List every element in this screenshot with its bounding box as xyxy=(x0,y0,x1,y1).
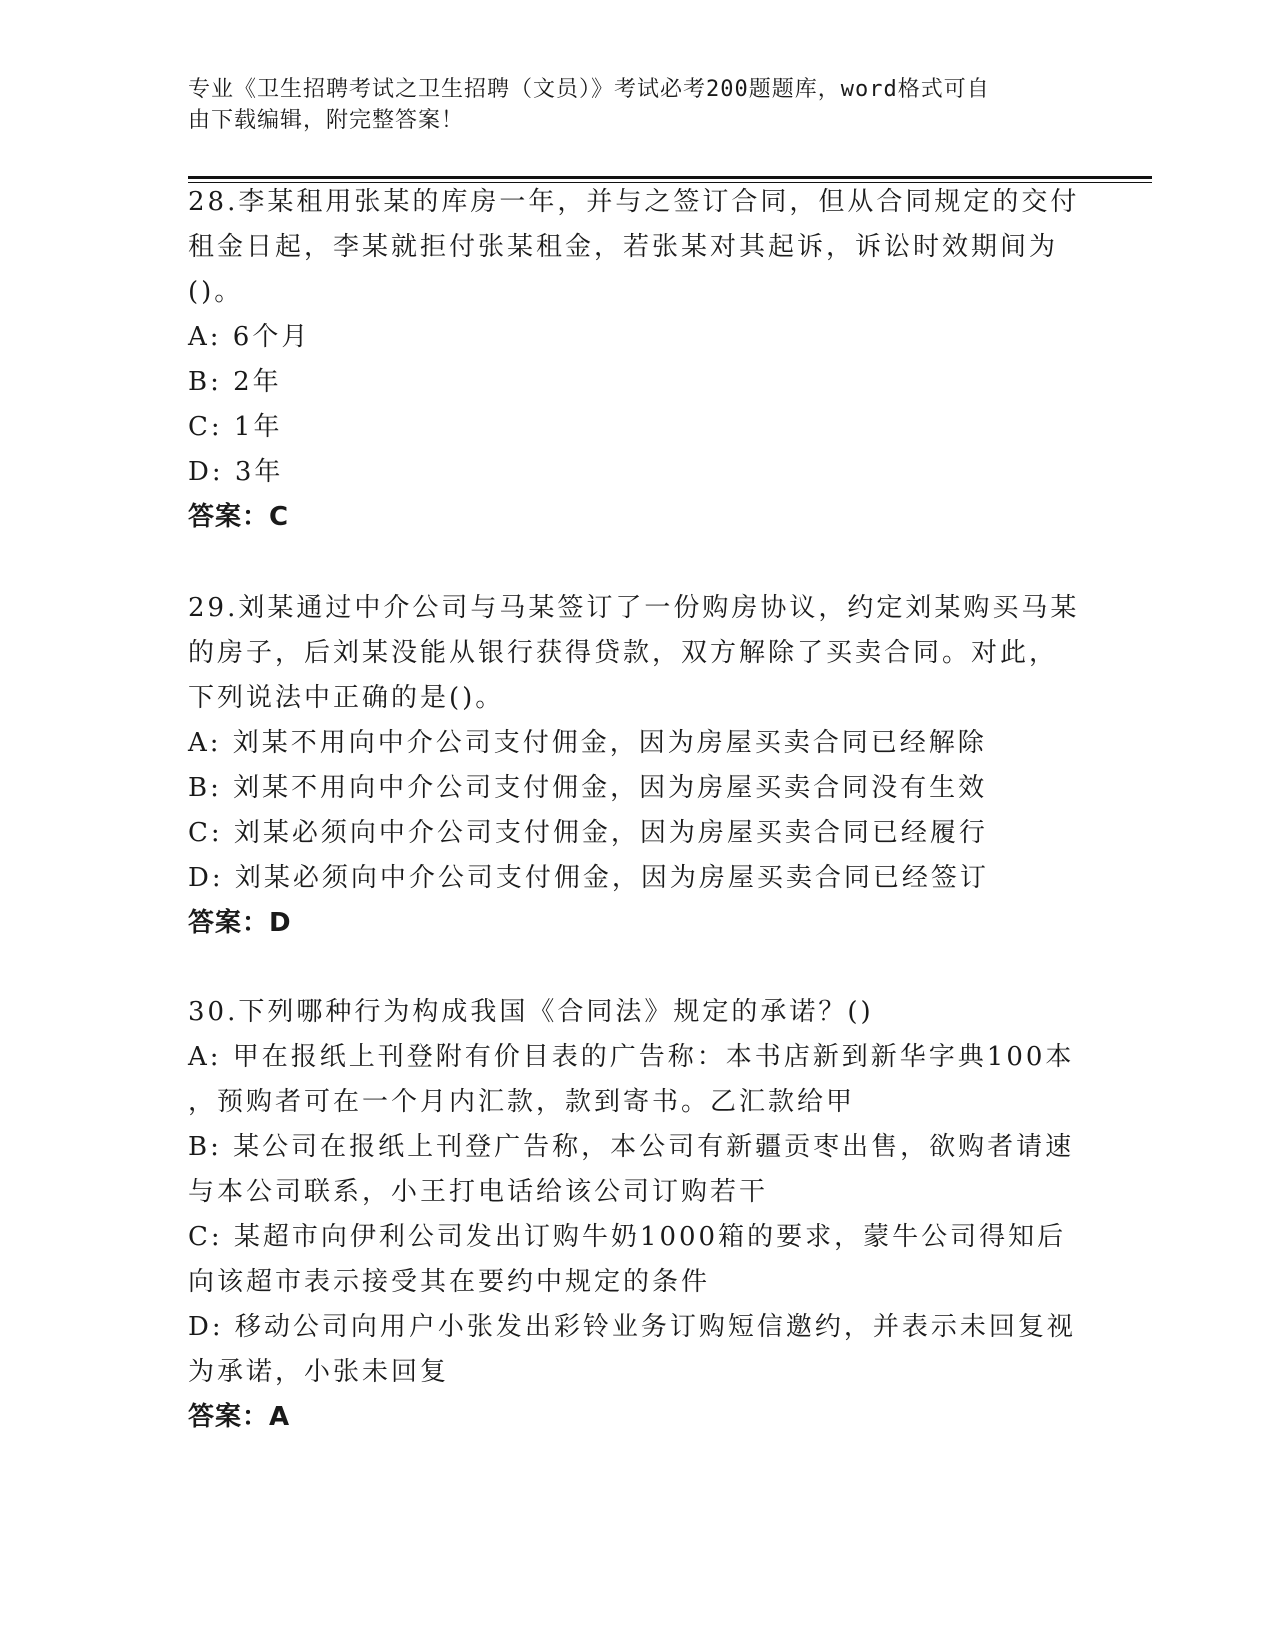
question-stem-line: 28.李某租用张某的库房一年，并与之签订合同，但从合同规定的交付 xyxy=(188,187,1080,217)
option-a: A: 刘某不用向中介公司支付佣金，因为房屋买卖合同已经解除 xyxy=(188,728,987,758)
question-stem-line: 29.刘某通过中介公司与马某签订了一份购房协议，约定刘某购买马某 xyxy=(188,593,1080,623)
question-stem-line: 30.下列哪种行为构成我国《合同法》规定的承诺？() xyxy=(188,997,874,1027)
option-d: D: 移动公司向用户小张发出彩铃业务订购短信邀约，并表示未回复视 xyxy=(188,1312,1076,1342)
question-30 xyxy=(188,990,1088,1440)
option-a: A: 6个月 xyxy=(188,322,311,352)
option-d: D: 3年 xyxy=(188,457,284,487)
option-c: C: 某超市向伊利公司发出订购牛奶1000箱的要求，蒙牛公司得知后 xyxy=(188,1222,1067,1252)
option-d-continued: 为承诺，小张未回复 xyxy=(188,1357,450,1387)
option-b: B: 2年 xyxy=(188,367,282,397)
option-c: C: 刘某必须向中介公司支付佣金，因为房屋买卖合同已经履行 xyxy=(188,818,988,848)
document-header xyxy=(188,74,1068,136)
option-b-continued: 与本公司联系，小王打电话给该公司订购若干 xyxy=(188,1177,769,1207)
option-a: A: 甲在报纸上刊登附有价目表的广告称：本书店新到新华字典100本 xyxy=(188,1042,1075,1072)
question-stem-line: ()。 xyxy=(188,277,244,307)
question-stem-line: 租金日起，李某就拒付张某租金，若张某对其起诉，诉讼时效期间为 xyxy=(188,232,1059,262)
option-a-continued: ，预购者可在一个月内汇款，款到寄书。乙汇款给甲 xyxy=(188,1087,856,1117)
header-divider-thick xyxy=(188,176,1152,179)
option-c-continued: 向该超市表示接受其在要约中规定的条件 xyxy=(188,1267,711,1297)
header-line-1: 专业《卫生招聘考试之卫生招聘（文员）》考试必考200题题库，word格式可自 xyxy=(188,77,990,102)
question-stem-line: 下列说法中正确的是()。 xyxy=(188,683,505,713)
question-29 xyxy=(188,586,1088,946)
option-b: B: 某公司在报纸上刊登广告称，本公司有新疆贡枣出售，欲购者请速 xyxy=(188,1132,1075,1162)
answer: 答案：A xyxy=(188,1402,291,1432)
option-d: D: 刘某必须向中介公司支付佣金，因为房屋买卖合同已经签订 xyxy=(188,863,989,893)
option-c: C: 1年 xyxy=(188,412,283,442)
question-28 xyxy=(188,180,1088,540)
answer: 答案：D xyxy=(188,908,292,938)
option-b: B: 刘某不用向中介公司支付佣金，因为房屋买卖合同没有生效 xyxy=(188,773,988,803)
header-line-2: 由下载编辑，附完整答案！ xyxy=(188,108,465,133)
question-stem-line: 的房子，后刘某没能从银行获得贷款，双方解除了买卖合同。对此， xyxy=(188,638,1059,668)
answer: 答案：C xyxy=(188,502,290,532)
